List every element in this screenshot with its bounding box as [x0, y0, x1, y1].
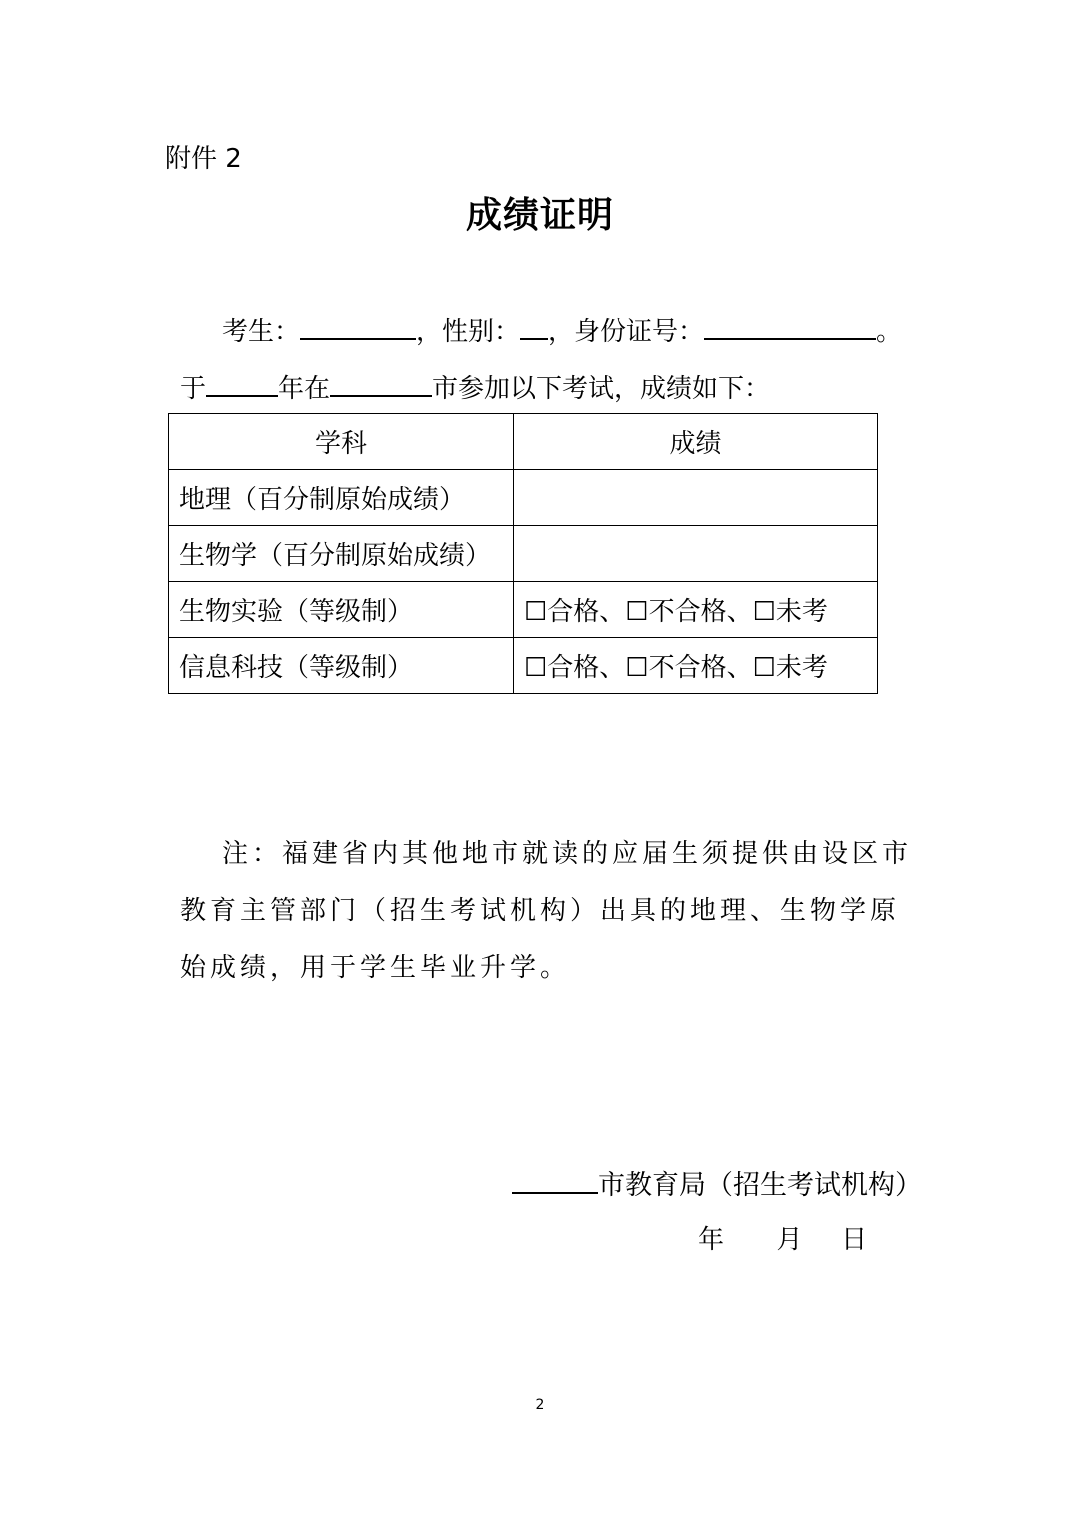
- student-label: 考生：: [222, 317, 301, 347]
- attachment-label: 附件 2: [165, 144, 242, 174]
- subject-cell: 生物实验（等级制）: [169, 582, 514, 638]
- year-blank[interactable]: [206, 367, 278, 397]
- signature-text: 市教育局（招生考试机构）: [598, 1170, 922, 1201]
- student-name-blank[interactable]: [300, 310, 416, 340]
- city-name-blank[interactable]: [512, 1164, 598, 1194]
- date-line: [698, 1222, 867, 1258]
- table-row: [169, 582, 878, 638]
- score-cell[interactable]: [514, 526, 878, 582]
- id-number-blank[interactable]: [704, 310, 876, 340]
- year-prefix: 于: [180, 374, 207, 404]
- student-info-line: [222, 310, 902, 352]
- id-label: ，身份证号：: [548, 317, 705, 347]
- page-title: 成绩证明: [465, 195, 614, 236]
- year-label: 年在: [278, 374, 331, 404]
- line-end: 。: [876, 317, 903, 347]
- date-month: 月: [776, 1225, 803, 1255]
- subject-cell: 地理（百分制原始成绩）: [169, 470, 514, 526]
- note-paragraph: [180, 826, 920, 997]
- table-row: [169, 638, 878, 694]
- score-cell[interactable]: ☐合格、☐不合格、☐未考: [514, 638, 878, 694]
- note-text: 注：福建省内其他地市就读的应届生须提供由设区市教育主管部门（招生考试机构）出具的地理、生物学原始成绩，用于学生毕业升学。: [180, 839, 913, 983]
- city-blank[interactable]: [330, 367, 432, 397]
- table-header-row: [169, 414, 878, 470]
- date-year: 年: [698, 1225, 725, 1255]
- table-row: [169, 526, 878, 582]
- header-score: 成绩: [514, 414, 878, 470]
- subject-cell: 信息科技（等级制）: [169, 638, 514, 694]
- gender-label: ，性别：: [416, 317, 521, 347]
- score-table: [168, 413, 878, 694]
- score-cell[interactable]: ☐合格、☐不合格、☐未考: [514, 582, 878, 638]
- city-text: 市参加以下考试，成绩如下：: [432, 374, 771, 404]
- table-row: [169, 470, 878, 526]
- gender-blank[interactable]: [520, 310, 548, 340]
- date-day: 日: [841, 1225, 868, 1255]
- page-number: 2: [535, 1397, 545, 1413]
- exam-info-line: [180, 367, 770, 409]
- signature-line: [512, 1164, 922, 1206]
- score-cell[interactable]: [514, 470, 878, 526]
- subject-cell: 生物学（百分制原始成绩）: [169, 526, 514, 582]
- header-subject: 学科: [169, 414, 514, 470]
